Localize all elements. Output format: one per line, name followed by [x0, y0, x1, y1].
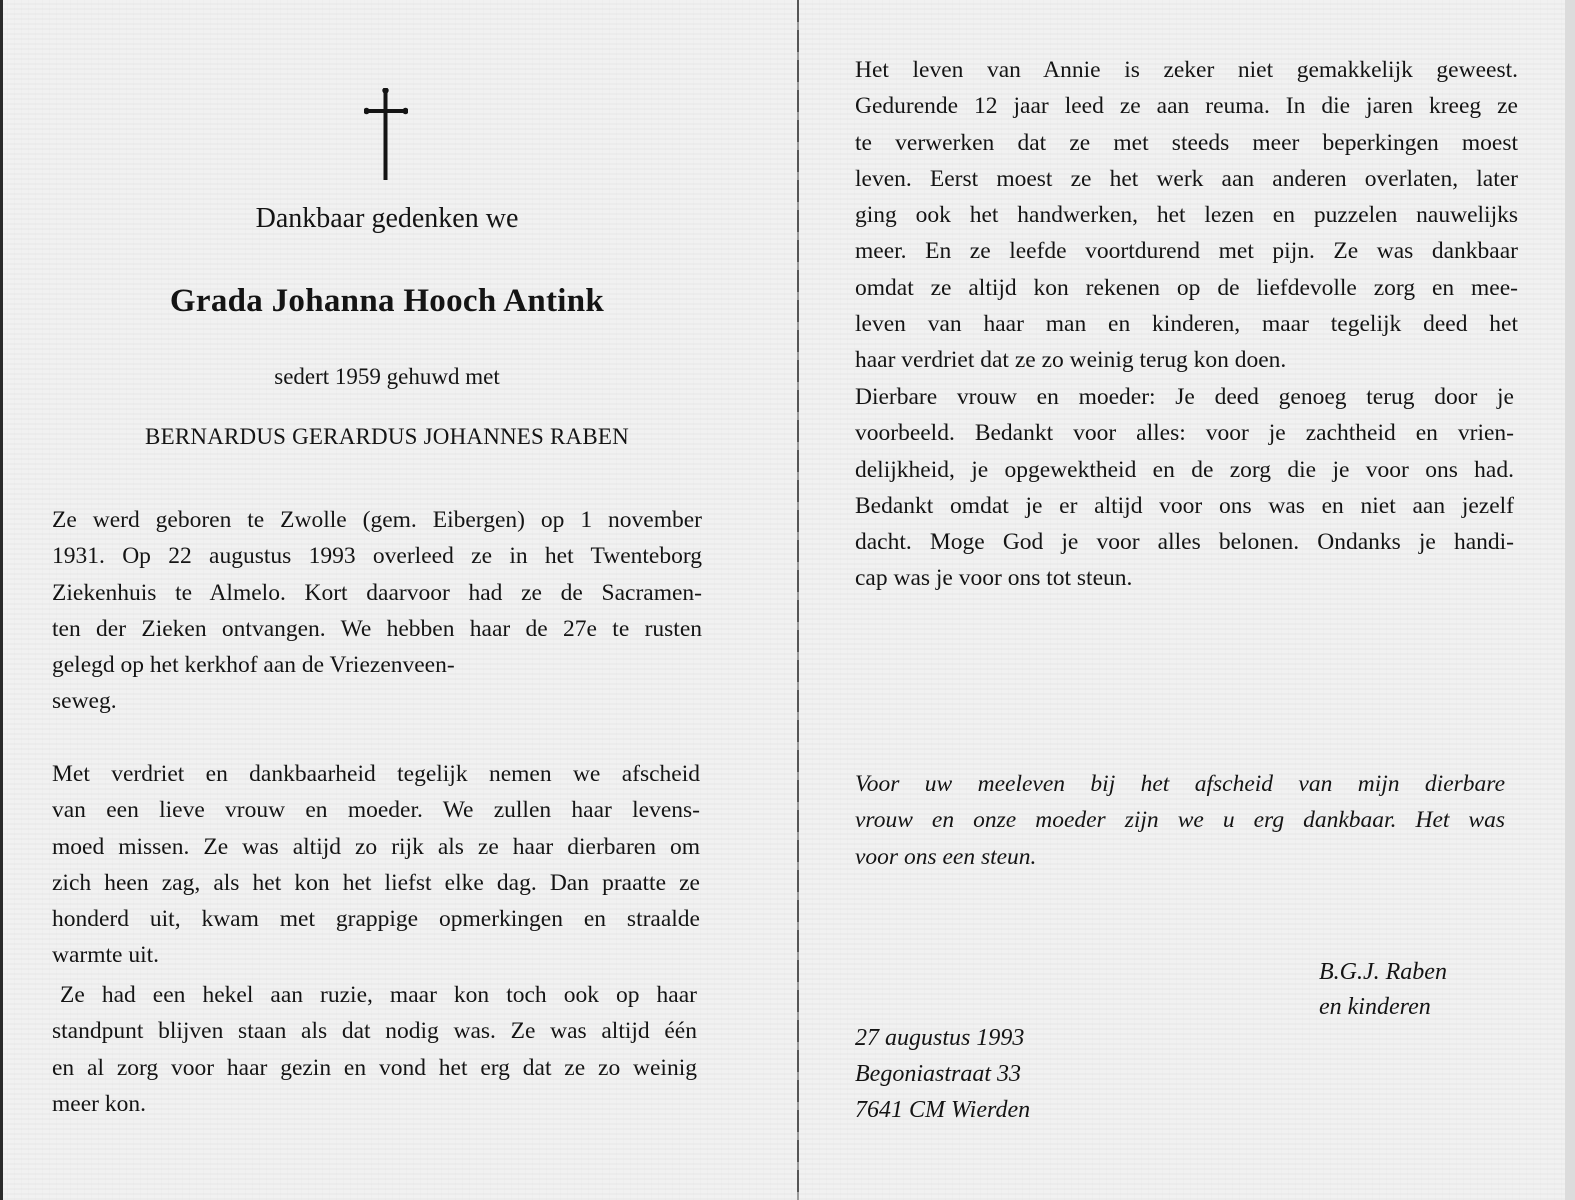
text-line: te verwerken dat ze met steeds meer beperkingen moest — [855, 129, 1518, 156]
text-line: cap was je voor ons tot steun. — [855, 565, 1133, 592]
text-line: warmte uit. — [52, 942, 160, 969]
text-line: Met verdriet en dankbaarheid tegelijk nemen we afscheid — [52, 761, 700, 787]
text-line: voor ons een steun. — [855, 843, 1037, 870]
text-line: zich heen zag, als het kon het liefst elke dag. Dan praatte ze — [52, 869, 700, 896]
street-address: Begoniastraat 33 — [855, 1061, 1021, 1087]
text-line: voorbeeld. Bedankt voor alles: voor je zachtheid en vrien- — [855, 420, 1514, 447]
text-line: meer kon. — [52, 1090, 146, 1117]
text-line: dacht. Moge God je voor alles belonen. Ondanks je handi- — [855, 529, 1514, 556]
text-line: Ze werd geboren te Zwolle (gem. Eibergen) op 1 november — [52, 507, 702, 533]
text-line: Gedurende 12 jaar leed ze aan reuma. In die jaren kreeg ze — [855, 93, 1518, 120]
text-line: standpunt blijven staan als dat nodig was. Ze was altijd één — [52, 1018, 697, 1045]
scan-edge-left — [0, 0, 3, 1200]
text-line: ten der Zieken ontvangen. We hebben haar de 27e te rusten — [52, 615, 702, 642]
text-line: Dierbare vrouw en moeder: Je deed genoeg terug door je — [855, 384, 1514, 410]
farewell-paragraph — [52, 756, 700, 974]
text-line: Voor uw meeleven bij het afscheid van mijn dierbare — [855, 771, 1505, 797]
address-to-deceased-paragraph — [855, 379, 1514, 597]
text-line: ging ook het handwerken, het lezen en puzzelen nauwelijks — [855, 202, 1518, 229]
deceased-name: Grada Johanna Hooch Antink — [169, 283, 605, 319]
text-line: gelegd op het kerkhof aan de Vriezenveen- — [52, 652, 455, 679]
sender-address — [855, 1020, 1030, 1128]
text-line: haar verdriet dat ze zo weinig terug kon doen. — [855, 347, 1287, 374]
text-line: meer. En ze leefde voortdurend met pijn. Ze was dankbaar — [855, 238, 1518, 265]
married-since: sedert 1959 gehuwd met — [274, 364, 500, 389]
character-paragraph — [52, 977, 697, 1122]
text-line: delijkheid, je opgewektheid en de zorg die je voor ons had. — [855, 456, 1514, 483]
scan-edge-right — [1565, 0, 1575, 1200]
right-panel — [855, 0, 1520, 1200]
left-panel — [52, 0, 702, 1200]
text-line: Het leven van Annie is zeker niet gemakkelijk geweest. — [855, 57, 1518, 83]
text-line: leven van haar man en kinderen, maar tegelijk deed het — [855, 311, 1518, 338]
signature-name: B.G.J. Raben — [1319, 959, 1447, 985]
life-paragraph — [855, 52, 1518, 379]
postal-city: 7641 CM Wierden — [855, 1097, 1031, 1123]
text-line: Bedankt omdat je er altijd voor ons was en niet aan jezelf — [855, 492, 1514, 519]
text-line: en al zorg voor haar gezin en vond het erg dat ze zo weinig — [52, 1054, 697, 1081]
heading-intro: Dankbaar gedenken we — [255, 203, 519, 234]
signature — [1319, 955, 1447, 1025]
card-fold-line — [797, 0, 799, 1200]
text-line: 1931. Op 22 augustus 1993 overleed ze in het Twenteborg — [52, 543, 702, 570]
christian-cross-icon — [364, 88, 408, 182]
text-line: vrouw en onze moeder zijn we u erg dankbaar. Het was — [855, 807, 1505, 834]
text-line: Ziekenhuis te Almelo. Kort daarvoor had ze de Sacramen- — [52, 579, 702, 606]
text-line: seweg. — [52, 688, 117, 715]
text-line: moed missen. Ze was altijd zo rijk als ze haar dierbaren om — [52, 833, 700, 860]
thanks-paragraph — [855, 766, 1505, 875]
card-date: 27 augustus 1993 — [855, 1025, 1025, 1051]
text-line: leven. Eerst moest ze het werk aan anderen overlaten, later — [855, 165, 1518, 192]
text-line: van een lieve vrouw en moeder. We zullen haar levens- — [52, 797, 700, 824]
text-line: Ze had een hekel aan ruzie, maar kon toch ook op haar — [60, 982, 697, 1008]
text-line: honderd uit, kwam met grappige opmerkingen en straalde — [52, 906, 700, 933]
bio-paragraph — [52, 502, 702, 720]
signature-family: en kinderen — [1319, 994, 1431, 1020]
text-line: omdat ze altijd kon rekenen op de liefdevolle zorg en mee- — [855, 274, 1518, 301]
spouse-name: BERNARDUS GERARDUS JOHANNES RABEN — [145, 424, 629, 449]
